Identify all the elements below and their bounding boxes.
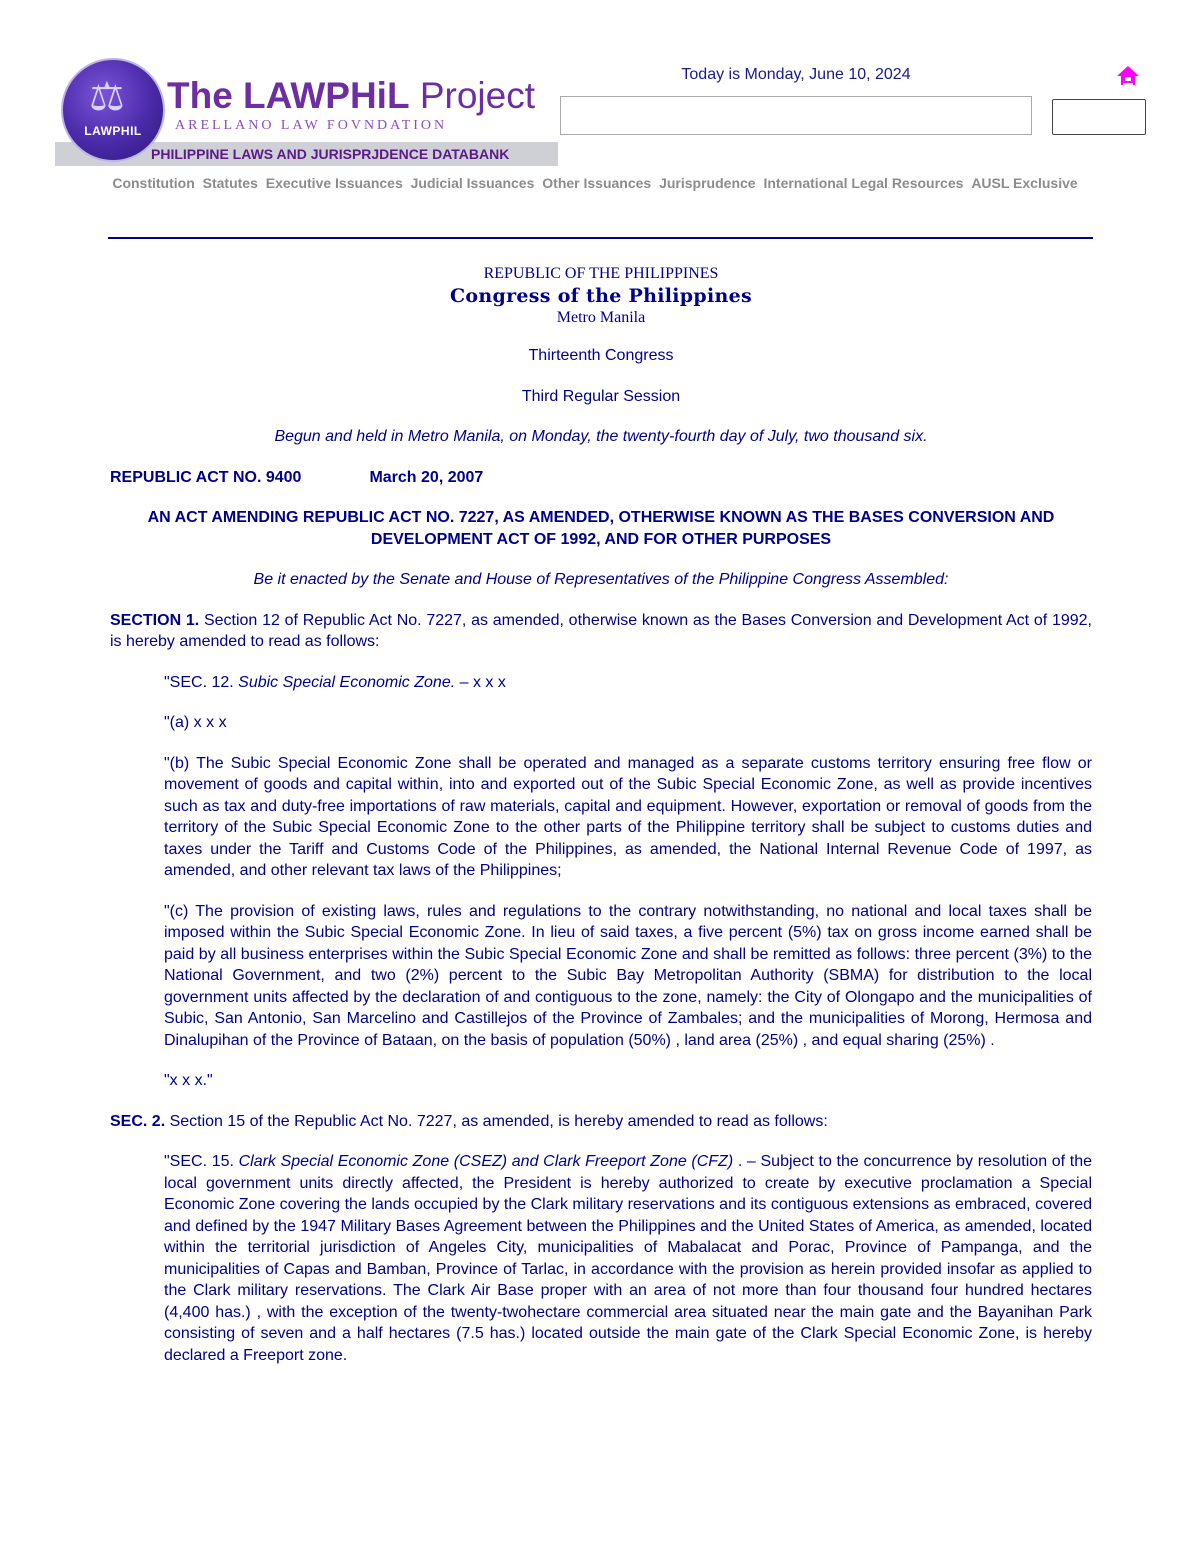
logo-seal (61, 58, 165, 162)
paragraph-a: "(a) x x x (164, 714, 227, 731)
section-2-text: Section 15 of the Republic Act No. 7227, as amended, is hereby amended to read as follows: (165, 1112, 828, 1130)
paragraph-xxx: "x x x." (164, 1072, 213, 1089)
section-1-text: Section 12 of Republic Act No. 7227, as amended, otherwise known as the Bases Conversion and Development Act of 1992, is hereby amended to read as follows: (110, 611, 1093, 650)
today-date: Today is Monday, June 10, 2024 (681, 66, 911, 83)
begun-statement: Begun and held in Metro Manila, on Monday, the twenty-fourth day of July, two thousand six. (274, 428, 928, 445)
section-1 (110, 610, 1092, 653)
nav-constitution[interactable]: Constitution (112, 175, 195, 191)
sec-15-lead: "SEC. 15. (164, 1153, 239, 1170)
search-button[interactable] (1052, 99, 1146, 135)
act-title: AN ACT AMENDING REPUBLIC ACT NO. 7227, AS AMENDED, OTHERWISE KNOWN AS THE BASES CONVERSION AND DEVELOPMENT ACT OF 1992, AND FOR OTHER PURPOSES (147, 509, 1055, 548)
main-nav (0, 175, 1190, 191)
paragraph-c: "(c) The provision of existing laws, rules and regulations to the contrary notwithstanding, no national and local taxes shall be imposed within the Subic Special Economic Zone. In lieu of said taxes, a five percent (5%) tax on gross income earned shall be paid by all business enterprises within the Subic Special Economic Zone and shall be remitted as follows: three percent (3%) to the National Government, and two (2%) percent to the Subic Bay Metropolitan Authority (SBMA) for distribution to the local government units affected by the declaration of and contiguous to the zone, namely: the City of Olongapo and the municipalities of Subic, San Antonio, San Marcelino and Castillejos of the Province of Zambales; and the municipalities of Morong, Hermosa and Dinalupihan of the Province of Bataan, on the basis of population (50%) , land area (25%) , and equal sharing (25%) . (164, 902, 1092, 1049)
sec-15-text: . – Subject to the concurrence by resolution of the local government units directly affected, the President is hereby authorized to create by executive proclamation a Special Economic Zone covering the lands occupied by the Clark military reservations and its contiguous extensions as embraced, covered and defined by the 1947 Military Bases Agreement between the Philippines and the United States of America, as amended, located within the territorial jurisdiction of Angeles City, municipalities of Mabalacat and Porac, Province of Pampanga, and the municipalities of Capas and Bamban, Province of Tarlac, in accordance with the provision as herein provided insofar as applied to the Clark military reservations. The Clark Air Base proper with an area of not more than four thousand four hundred hectares (4,400 has.) , with the exception of the twenty-twohectare commercial area situated near the main gate and the Bayanihan Park consisting of seven and a half hectares (7.5 has.) located outside the main gate of the Clark Special Economic Zone, is hereby declared a Freeport zone. (164, 1153, 1092, 1364)
sec-12-title: Subic Special Economic Zone. (238, 673, 456, 691)
logo-banner: PHILIPPINE LAWS AND JURISPRJDENCE DATABANK (55, 142, 558, 166)
lawphil-logo[interactable] (55, 58, 560, 168)
enacting-clause: Be it enacted by the Senate and House of Representatives of the Philippine Congress Assembled: (253, 571, 949, 588)
session-label: Third Regular Session (521, 387, 681, 405)
nav-other-issuances[interactable]: Other Issuances (542, 175, 652, 191)
home-icon[interactable] (1116, 64, 1140, 88)
document-body (110, 264, 1092, 1366)
metro-manila-heading: Metro Manila (556, 309, 646, 326)
logo-seal-text: LAWPHIL (84, 124, 142, 138)
ra-number: REPUBLIC ACT NO. 9400 (110, 468, 302, 486)
nav-executive-issuances[interactable]: Executive Issuances (265, 175, 403, 191)
paragraph-b: "(b) The Subic Special Economic Zone shall be operated and managed as a separate customs territory ensuring free flow or movement of goods and capital within, into and exported out of the Subic Special Economic Zone, as well as provide incentives such as tax and duty-free importations of raw materials, capital and equipment. However, exportation or removal of goods from the territory of the Subic Special Economic Zone to the other parts of the Philippine territory shall be subject to customs duties and taxes under the Tariff and Customs Code of the Philippines, as amended, the National Internal Revenue Code of 1997, as amended, and other relevant tax laws of the Philippines; (164, 754, 1092, 879)
sec-12-tail: – x x x (455, 673, 506, 691)
nav-international-legal-resources[interactable]: International Legal Resources (763, 175, 964, 191)
logo-title-bold: The LAWPHiL (167, 75, 410, 116)
logo-title-light: Project (409, 75, 535, 116)
sec-12-heading (164, 672, 1092, 694)
sec-15-paragraph (164, 1151, 1092, 1366)
ra-number-line (110, 467, 1092, 489)
search-input[interactable] (560, 96, 1032, 135)
section-2-label: SEC. 2. (110, 1112, 166, 1130)
logo-title (167, 76, 535, 116)
ra-date: March 20, 2007 (369, 468, 484, 486)
nav-judicial-issuances[interactable]: Judicial Issuances (410, 175, 535, 191)
nav-statutes[interactable]: Statutes (202, 175, 258, 191)
nav-ausl-exclusive[interactable]: AUSL Exclusive (971, 175, 1078, 191)
section-1-label: SECTION 1. (110, 611, 200, 629)
sec-12-lead: "SEC. 12. (164, 673, 239, 691)
scales-of-justice-icon: ⚖ (89, 75, 125, 119)
section-2 (110, 1111, 1092, 1133)
sec-15-title: Clark Special Economic Zone (CSEZ) and Clark Freeport Zone (CFZ) (238, 1153, 734, 1170)
congress-heading: Congress of the Philippines (450, 285, 752, 307)
nav-jurisprudence[interactable]: Jurisprudence (659, 175, 756, 191)
republic-heading: REPUBLIC OF THE PHILIPPINES (483, 265, 719, 282)
header-divider (108, 237, 1093, 239)
logo-subtitle: ARELLANO LAW FOVNDATION (175, 118, 448, 133)
congress-number: Thirteenth Congress (528, 347, 674, 364)
